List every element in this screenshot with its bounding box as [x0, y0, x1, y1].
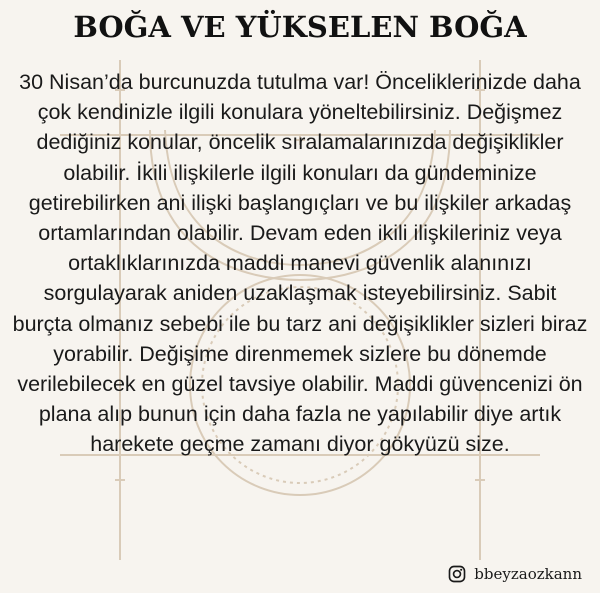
instagram-credit[interactable]: [448, 565, 582, 583]
instagram-icon: [448, 565, 466, 583]
instagram-handle[interactable]: bbeyzaozkann: [474, 565, 582, 583]
horoscope-text: 30 Nisan’da burcunuzda tutulma var! Önceliklerinizde daha çok kendinizle ilgili konulara yöneltebilirsiniz. Değişmez dediğiniz konular, öncelik sıralamalarınızda değişiklikler olabilir. İkili ilişkilerle ilgili konuları da gündeminize getirebilirken ani ilişki başlangıçları ve bu ilişkiler arkadaş ortamlarından olabilir. Devam eden ikili ilişkileriniz veya ortaklıklarınızda maddi manevi güvenlik alanınızı sorgulayarak aniden uzaklaşmak isteyebilirsiniz. Sabit burçta olmanız sebebi ile bu tarz ani değişiklikler sizleri biraz yorabilir. Değişime direnmemek sizlere bu dönemde verilebilecek en güzel tavsiye olabilir. Maddi güvencenizi ön plana alıp bunun için daha fazla ne yapılabilir diye artık harekete geçme zamanı diyor gökyüzü size.: [12, 70, 588, 457]
page-title: BOĞA VE YÜKSELEN BOĞA: [73, 10, 527, 44]
